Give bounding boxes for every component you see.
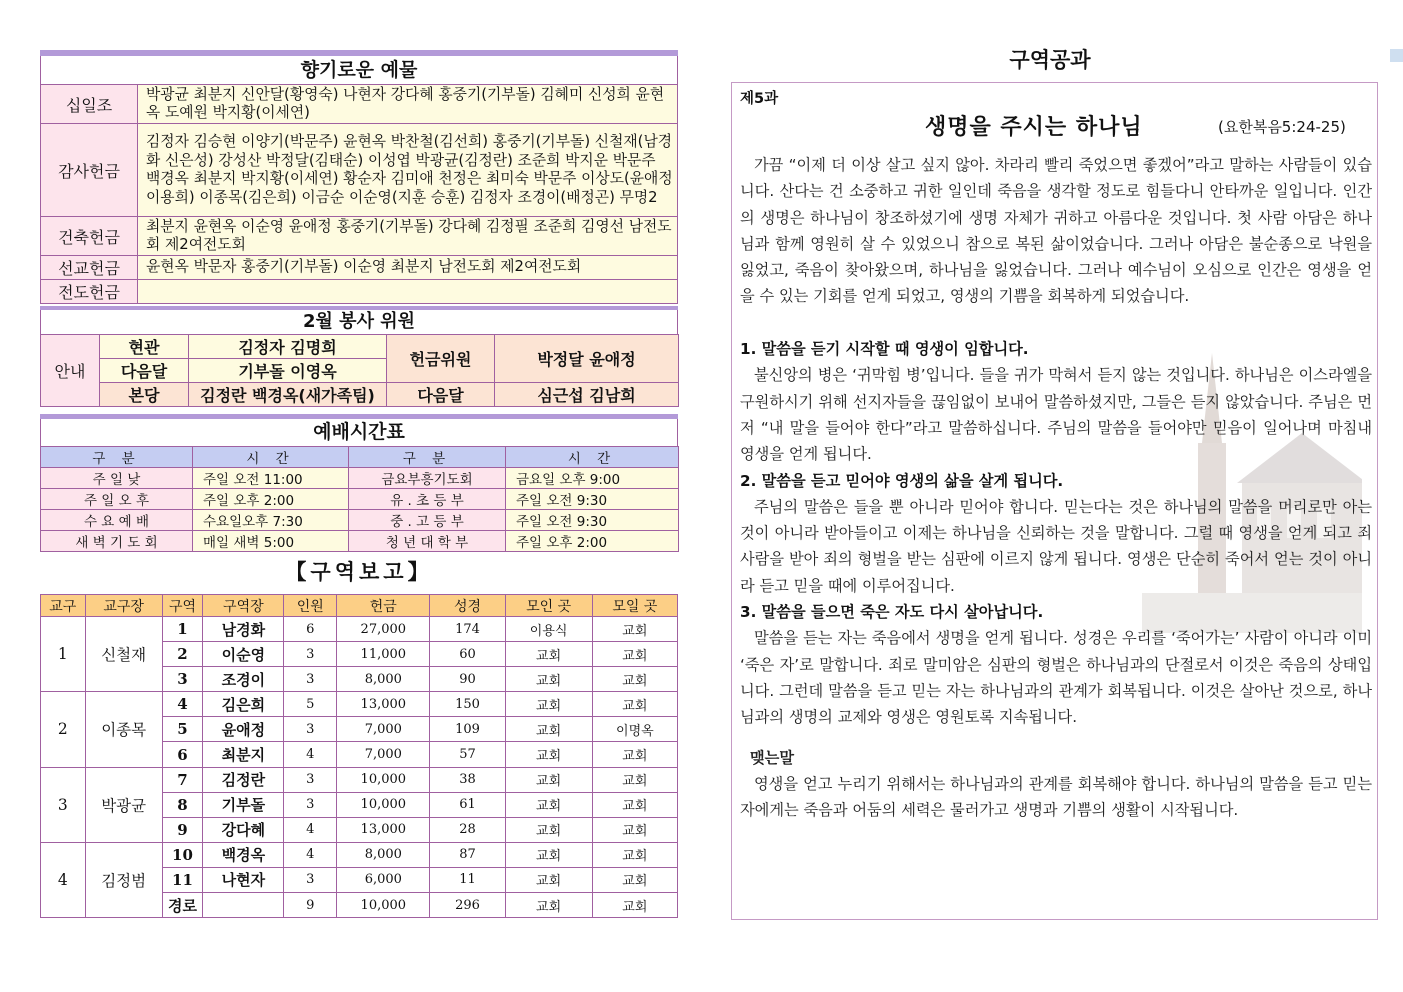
next-place: 교회 <box>592 867 677 892</box>
service-name: 새 벽 기 도 회 <box>41 531 193 552</box>
report-header-cell: 헌금 <box>337 595 430 617</box>
district-number: 8 <box>162 792 203 817</box>
bible-count: 11 <box>430 867 505 892</box>
service-time: 주일 오전 9:30 <box>506 510 679 531</box>
report-row <box>41 842 678 867</box>
bible-count: 28 <box>430 817 505 842</box>
offering-row-mission <box>41 256 678 280</box>
parish-number: 2 <box>41 692 86 767</box>
district-leader: 백경옥 <box>203 842 284 867</box>
attendance: 3 <box>284 792 337 817</box>
district-leader: 강다혜 <box>203 817 284 842</box>
met-place: 교회 <box>505 893 592 918</box>
service-time: 주일 오전 9:30 <box>506 489 679 510</box>
offering-label: 십일조 <box>41 85 138 124</box>
district-number: 11 <box>162 867 203 892</box>
district-number: 7 <box>162 767 203 792</box>
met-place: 교회 <box>505 642 592 667</box>
schedule-row <box>41 489 679 510</box>
service-time: 주일 오전 11:00 <box>193 468 349 489</box>
report-header-cell: 구역장 <box>203 595 284 617</box>
service-time: 수요일오후 7:30 <box>193 510 349 531</box>
report-header-cell: 교구 <box>41 595 86 617</box>
next-month-label: 다음달 <box>100 359 189 383</box>
offering-row-building <box>41 217 678 256</box>
district-number: 3 <box>162 667 203 692</box>
next-place: 교회 <box>592 642 677 667</box>
attendance: 3 <box>284 642 337 667</box>
offerings-section <box>40 50 678 304</box>
point-heading: 1. 말씀을 듣기 시작할 때 영생이 임합니다. <box>740 340 1029 359</box>
district-number: 10 <box>162 842 203 867</box>
schedule-section <box>40 414 678 552</box>
closing-title: 맺는말 <box>750 748 795 767</box>
parish-leader: 이종목 <box>85 692 162 767</box>
corner-marker <box>1390 49 1403 62</box>
report-header-cell: 모인 곳 <box>505 595 592 617</box>
point-heading: 2. 말씀을 듣고 믿어야 영생의 삶을 살게 됩니다. <box>740 471 1064 490</box>
offering-names <box>138 280 678 304</box>
parish-number: 1 <box>41 617 86 692</box>
bible-count: 57 <box>430 742 505 767</box>
offering-next-names: 심근섭 김남희 <box>495 383 679 407</box>
parish-leader: 박광균 <box>85 767 162 842</box>
met-place: 교회 <box>505 792 592 817</box>
schedule-header: 시 간 <box>506 447 679 468</box>
report-header-cell: 성경 <box>430 595 505 617</box>
service-name: 금요부흥기도회 <box>349 468 506 489</box>
service-time: 주일 오후 2:00 <box>506 531 679 552</box>
offering-label: 감사헌금 <box>41 124 138 217</box>
offering-committee-names: 박정달 윤애정 <box>495 335 679 383</box>
met-place: 교회 <box>505 717 592 742</box>
report-header-cell: 모일 곳 <box>592 595 677 617</box>
offering-next-label: 다음달 <box>387 383 495 407</box>
offerings-title: 향기로운 예물 <box>40 56 678 84</box>
service-name: 청 년 대 학 부 <box>349 531 506 552</box>
service-name: 중 . 고 등 부 <box>349 510 506 531</box>
district-leader: 이순영 <box>203 642 284 667</box>
service-time: 주일 오후 2:00 <box>193 489 349 510</box>
lesson-section-title: 구역공과 <box>1009 48 1091 72</box>
next-place: 교회 <box>592 692 677 717</box>
volunteers-title: 2월 봉사 위원 <box>40 310 678 334</box>
next-place: 교회 <box>592 893 677 918</box>
offering-amount: 10,000 <box>337 792 430 817</box>
attendance: 4 <box>284 817 337 842</box>
met-place: 교회 <box>505 867 592 892</box>
offering-amount: 6,000 <box>337 867 430 892</box>
offering-amount: 8,000 <box>337 667 430 692</box>
bible-count: 90 <box>430 667 505 692</box>
lesson-body <box>740 152 1372 823</box>
next-place: 교회 <box>592 767 677 792</box>
offering-row-evangelism <box>41 280 678 304</box>
guide-label: 안내 <box>41 335 100 407</box>
bible-count: 38 <box>430 767 505 792</box>
district-leader: 조경이 <box>203 667 284 692</box>
point-body: 불신앙의 병은 ‘귀막힘 병’입니다. 들을 귀가 막혀서 듣지 않는 것입니다. 하나님은 이스라엘을 구원하시기 위해 선지자들을 끊임없이 보내어 말씀하셨지만, 그들은 듣지 않았습니다. 주님은 먼저 “내 말을 들어야 한다”라고 말씀하십니다. 주님의 말씀을 들어야만 믿음이 일어나며 마침내 영생을 얻게 됩니다. <box>740 366 1372 464</box>
closing-body: 영생을 얻고 누리기 위해서는 하나님과의 관계를 회복해야 합니다. 하나님의 말씀을 듣고 믿는 자에게는 죽음과 어둠의 세력은 물러가고 생명과 기쁨의 생활이 시작됩니다. <box>740 774 1372 820</box>
next-place: 교회 <box>592 667 677 692</box>
district-number: 9 <box>162 817 203 842</box>
report-body <box>41 617 678 918</box>
report-title: 【구역보고】 <box>285 560 433 584</box>
offering-names: 김정자 김승현 이양기(박문주) 윤현옥 박찬철(김선희) 홍중기(기부돌) 신철재(남경화 신은성) 강성산 박정달(김태순) 이성엽 박광균(김정란) 조준희 박지운 박문주 백경옥 최분지 박지황(이세연) 황순자 김미애 천정은 최미숙 박문주 이상도(윤애정 이용희) 이종목(김은희) 이금순 이순영(지훈 승훈) 김정자 조경이(배정곤) 무명2 <box>138 124 678 217</box>
lesson-title: 생명을 주시는 하나님 <box>925 115 1143 140</box>
bible-count: 60 <box>430 642 505 667</box>
offering-amount: 7,000 <box>337 717 430 742</box>
report-row <box>41 692 678 717</box>
schedule-title: 예배시간표 <box>40 419 678 446</box>
attendance: 3 <box>284 767 337 792</box>
offering-amount: 13,000 <box>337 692 430 717</box>
report-table <box>40 594 678 918</box>
next-place: 교회 <box>592 792 677 817</box>
schedule-header: 시 간 <box>193 447 349 468</box>
district-leader: 김정란 <box>203 767 284 792</box>
attendance: 9 <box>284 893 337 918</box>
report-section <box>40 594 678 918</box>
service-name: 주 일 오 후 <box>41 489 193 510</box>
met-place: 교회 <box>505 667 592 692</box>
next-place: 교회 <box>592 842 677 867</box>
met-place: 교회 <box>505 767 592 792</box>
met-place: 교회 <box>505 817 592 842</box>
next-place: 교회 <box>592 617 677 642</box>
attendance: 5 <box>284 692 337 717</box>
schedule-row <box>41 531 679 552</box>
attendance: 6 <box>284 617 337 642</box>
parish-leader: 김정범 <box>85 842 162 917</box>
parish-leader: 신철재 <box>85 617 162 692</box>
lesson-box <box>731 82 1378 920</box>
attendance: 4 <box>284 742 337 767</box>
report-header-row <box>41 595 678 617</box>
offering-amount: 10,000 <box>337 767 430 792</box>
offering-label: 건축헌금 <box>41 217 138 256</box>
offering-amount: 13,000 <box>337 817 430 842</box>
service-name: 유 . 초 등 부 <box>349 489 506 510</box>
bible-count: 150 <box>430 692 505 717</box>
district-number: 1 <box>162 617 203 642</box>
district-leader <box>203 893 284 918</box>
schedule-header: 구 분 <box>349 447 506 468</box>
offering-amount: 11,000 <box>337 642 430 667</box>
parish-number: 4 <box>41 842 86 917</box>
schedule-header: 구 분 <box>41 447 193 468</box>
offering-label: 전도헌금 <box>41 280 138 304</box>
point-body: 주님의 말씀은 들을 뿐 아니라 믿어야 합니다. 믿는다는 것은 하나님의 말씀을 머리로만 아는 것이 아니라 받아들이고 이제는 하나님을 신뢰하는 것을 말합니다. 그럴 때 영생을 얻게 되고 죄 사람을 받아 죄의 형벌을 받는 심판에 이르지 않게 됩니다. 영생은 단순히 죽어서 얻는 것이 아니라 듣고 믿을 때에 이루어집니다. <box>740 497 1372 595</box>
offering-row-thanks <box>41 124 678 217</box>
next-place: 교회 <box>592 817 677 842</box>
report-header-cell: 교구장 <box>85 595 162 617</box>
district-number: 6 <box>162 742 203 767</box>
attendance: 4 <box>284 842 337 867</box>
offering-amount: 10,000 <box>337 893 430 918</box>
bible-count: 296 <box>430 893 505 918</box>
offering-names: 최분지 윤현옥 이순영 윤애정 홍중기(기부돌) 강다혜 김정필 조준희 김영선 남전도회 제2여전도회 <box>138 217 678 256</box>
schedule-table <box>40 446 679 552</box>
bible-count: 87 <box>430 842 505 867</box>
schedule-row <box>41 510 679 531</box>
service-time: 매일 새벽 5:00 <box>193 531 349 552</box>
bible-count: 61 <box>430 792 505 817</box>
district-leader: 윤애정 <box>203 717 284 742</box>
report-row <box>41 617 678 642</box>
offering-label: 선교헌금 <box>41 256 138 280</box>
point-body: 말씀을 듣는 자는 죽음에서 생명을 얻게 됩니다. 성경은 우리를 ‘죽어가는’ 사람이 아니라 이미 ‘죽은 자’로 말합니다. 죄로 말미암은 심판의 형벌은 하나님과의 단절로서 이것은 죽음의 상태입니다. 그런데 말씀을 듣고 믿는 자는 하나님과의 관계가 회복됩니다. 이것은 살아난 것으로, 하나님과의 생명의 교제와 영생은 영원토록 지속됩니다. <box>740 629 1372 727</box>
volunteers-table <box>40 334 679 407</box>
district-number: 경로 <box>162 893 203 918</box>
district-number: 2 <box>162 642 203 667</box>
bible-count: 174 <box>430 617 505 642</box>
district-leader: 나현자 <box>203 867 284 892</box>
service-name: 수 요 예 배 <box>41 510 193 531</box>
offering-row-tithe <box>41 85 678 124</box>
district-number: 4 <box>162 692 203 717</box>
attendance: 3 <box>284 667 337 692</box>
parish-number: 3 <box>41 767 86 842</box>
scripture-reference: (요한복음5:24-25) <box>1218 118 1346 136</box>
sanctuary-label: 본당 <box>100 383 189 407</box>
next-month-names: 기부돌 이영옥 <box>189 359 387 383</box>
attendance: 3 <box>284 717 337 742</box>
district-leader: 남경화 <box>203 617 284 642</box>
next-place: 이명옥 <box>592 717 677 742</box>
lesson-number: 제5과 <box>740 91 779 107</box>
offerings-table <box>40 84 678 304</box>
attendance: 3 <box>284 867 337 892</box>
district-leader: 기부돌 <box>203 792 284 817</box>
offering-amount: 8,000 <box>337 842 430 867</box>
entrance-names: 김정자 김명희 <box>189 335 387 359</box>
met-place: 이용식 <box>505 617 592 642</box>
district-leader: 김은희 <box>203 692 284 717</box>
entrance-label: 현관 <box>100 335 189 359</box>
offering-amount: 27,000 <box>337 617 430 642</box>
service-name: 주 일 낮 <box>41 468 193 489</box>
district-leader: 최분지 <box>203 742 284 767</box>
sanctuary-names: 김정란 백경옥(새가족팀) <box>189 383 387 407</box>
met-place: 교회 <box>505 742 592 767</box>
offering-committee-label: 헌금위원 <box>387 335 495 383</box>
report-row <box>41 767 678 792</box>
service-time: 금요일 오후 9:00 <box>506 468 679 489</box>
offering-names: 윤현옥 박문자 홍중기(기부돌) 이순영 최분지 남전도회 제2여전도회 <box>138 256 678 280</box>
lesson-intro: 가끔 “이제 더 이상 살고 싶지 않아. 차라리 빨리 죽었으면 좋겠어”라고 말하는 사람들이 있습니다. 산다는 건 소중하고 귀한 일인데 죽음을 생각할 정도로 힘들다니 안타까운 일입니다. 인간의 생명은 하나님이 창조하셨기에 생명 자체가 귀하고 아름다운 것입니다. 첫 사람 아담은 하나님과 함께 영원히 살 수 있었으니 참으로 복된 삶이었습니다. 그러나 아담은 불순종으로 낙원을 잃었고, 죽음이 찾아왔으며, 하나님을 잃었습니다. 그러나 예수님이 오심으로 인간은 영생을 얻을 수 있는 기회를 얻게 되었고, 영생의 기쁨을 회복하게 되었습니다. <box>740 156 1372 306</box>
met-place: 교회 <box>505 842 592 867</box>
point-heading: 3. 말씀을 들으면 죽은 자도 다시 살아납니다. <box>740 603 1044 622</box>
next-place: 교회 <box>592 742 677 767</box>
district-number: 5 <box>162 717 203 742</box>
offering-names: 박광균 최분지 신안달(황영숙) 나현자 강다혜 홍중기(기부돌) 김혜미 신성희 윤현옥 도예원 박지황(이세연) <box>138 85 678 124</box>
paragraph-gap <box>740 310 1372 336</box>
report-header-cell: 구역 <box>162 595 203 617</box>
bible-count: 109 <box>430 717 505 742</box>
offering-amount: 7,000 <box>337 742 430 767</box>
met-place: 교회 <box>505 692 592 717</box>
report-header-cell: 인원 <box>284 595 337 617</box>
schedule-row <box>41 468 679 489</box>
volunteers-section <box>40 306 678 407</box>
